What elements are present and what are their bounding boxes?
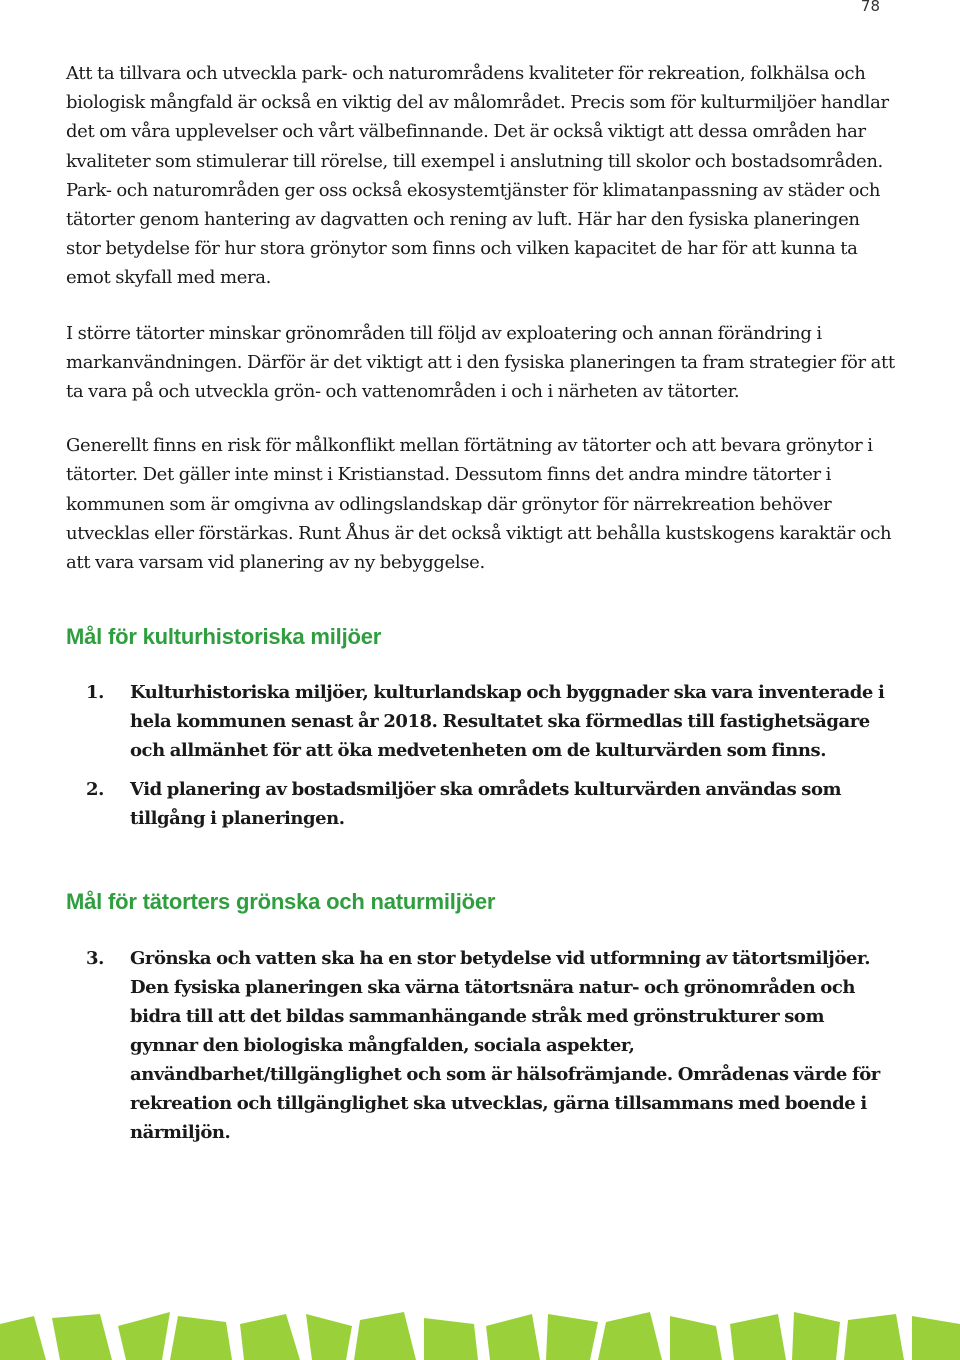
goal-item: [66, 678, 896, 765]
page-content: [66, 59, 896, 1157]
footer-shape: [306, 1314, 352, 1360]
footer-shape: [670, 1316, 722, 1360]
goal-list-cultural: [66, 678, 896, 833]
goal-item: [66, 944, 896, 1147]
footer-shape: [170, 1316, 232, 1360]
footer-shape: [844, 1314, 904, 1360]
paragraph-goal-conflict: Generellt finns en risk för målkonflikt mellan förtätning av tätorter och att bevara grönytor i tätorter. Det gäller inte minst i Kristianstad. Dessutom finns det andra mindre tätorter i kommunen som är omgivna av odlingslandskap där grönytor för närrekreation behöver utvecklas eller förstärkas. Runt Åhus är det också viktigt att behålla kustskogens karaktär och att vara varsam vid planering av ny bebyggelse.: [66, 435, 892, 574]
footer-shape: [240, 1314, 300, 1360]
footer-shape: [912, 1316, 960, 1360]
paragraph-urban-green-areas: I större tätorter minskar grönområden till följd av exploatering och annan förändring i markanvändningen. Därför är det viktigt att i den fysiska planeringen ta fram strategier för att ta vara på och utveckla grön- och vattenområden i och i närheten av tätorter.: [66, 322, 895, 403]
section-heading-urban-greenery: Mål för tätorters grönska och naturmiljöer: [66, 889, 496, 915]
footer-shape: [354, 1312, 416, 1360]
goal-number: 3.: [86, 948, 104, 970]
goal-item: [66, 775, 896, 833]
goal-number: 2.: [86, 779, 104, 801]
goal-text: Grönska och vatten ska ha en stor betydelse vid utformning av tätortsmiljöer. Den fysiska planeringen ska värna tätortsnära natur- och grönområden och bidra till att det bildas sammanhängande stråk med grönstrukturer som gynnar den biologiska mångfalden, sociala aspekter, användbarhet/tillgänglighet och som är hälsofrämjande. Områdenas värde för rekreation och tillgänglighet ska utvecklas, gärna tillsammans med boende i närmiljön.: [130, 948, 880, 1144]
goal-text: Kulturhistoriska miljöer, kulturlandskap och byggnader ska vara inventerade i hela kommunen senast år 2018. Resultatet ska förmedlas till fastighetsägare och allmänhet för att öka medvetenheten om de kulturvärden som finns.: [130, 682, 885, 762]
footer-shape: [730, 1314, 786, 1360]
footer-shape: [792, 1312, 840, 1360]
goal-text: Vid planering av bostadsmiljöer ska områdets kulturvärden användas som tillgång i planeringen.: [130, 779, 842, 830]
intro-paragraph: Att ta tillvara och utveckla park- och naturområdens kvaliteter för rekreation, folkhälsa och biologisk mångfald är också en viktig del av målområdet. Precis som för kulturmiljöer handlar det om våra upplevelser och vårt välbefinnande. Det är också viktigt att dessa områden har kvaliteter som stimulerar till rörelse, till exempel i anslutning till skolor och bostadsområden. Park- och naturområden ger oss också ekosystemtjänster för klimatanpassning av städer och tätorter genom hantering av dagvatten och rening av luft. Här har den fysiska planeringen stor betydelse för hur stora grönytor som finns och vilken kapacitet de har för att kunna ta emot skyfall med mera.: [66, 63, 889, 289]
footer-decoration: [0, 1312, 960, 1360]
page-number: 78: [860, 0, 880, 15]
footer-shape: [424, 1318, 478, 1360]
goal-list-greenery: [66, 944, 896, 1147]
footer-shape: [598, 1312, 662, 1360]
section-heading-cultural-environments: Mål för kulturhistoriska miljöer: [66, 624, 382, 650]
footer-pattern: [0, 1312, 960, 1360]
goal-number: 1.: [86, 682, 104, 704]
footer-shape: [52, 1314, 112, 1360]
footer-shape: [486, 1314, 540, 1360]
footer-shape: [0, 1316, 46, 1360]
footer-shape: [546, 1314, 598, 1360]
footer-shape: [118, 1312, 170, 1360]
